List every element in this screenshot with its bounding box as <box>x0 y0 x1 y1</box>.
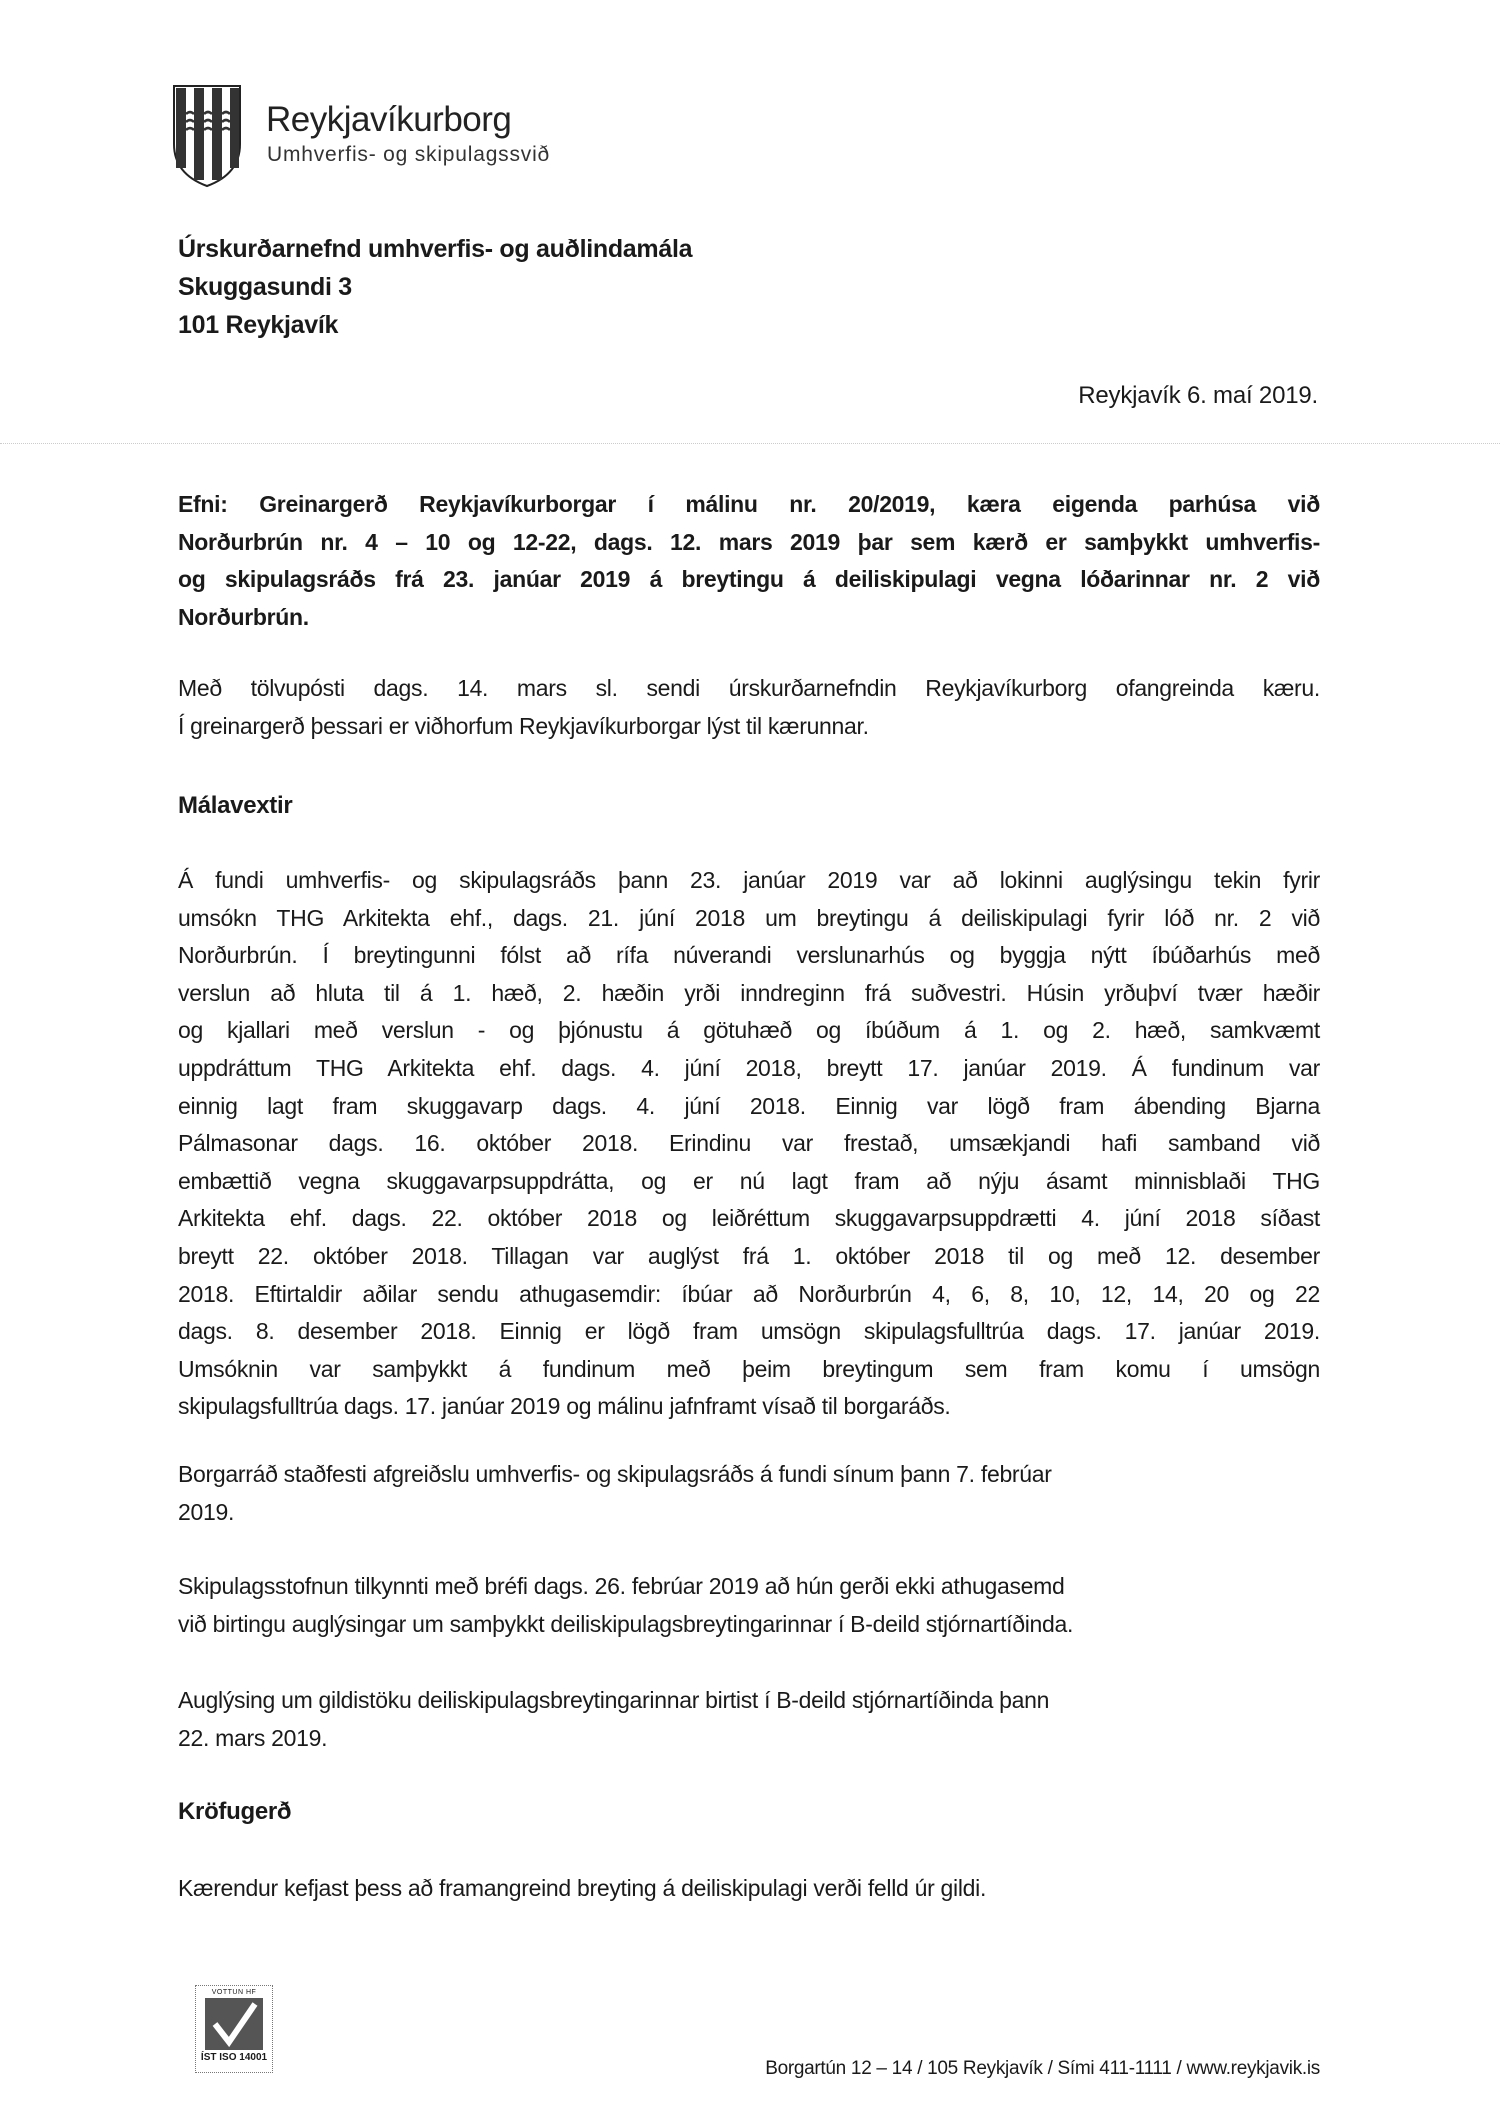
text-line: einnig lagt fram skuggavarp dags. 4. júní 2018. Einnig var lögð fram ábending Bjarna <box>178 1092 1320 1119</box>
text-line: við birtingu auglýsingar um samþykkt deiliskipulagsbreytingarinnar í B-deild stjórnartíðinda. <box>178 1610 1074 1637</box>
text-line: embættið vegna skuggavarpsuppdrátta, og er nú lagt fram að nýju ásamt minnisblaði THG <box>178 1167 1320 1194</box>
footer-contact: Borgartún 12 – 14 / 105 Reykjavík / Sími 411-1111 / www.reykjavik.is <box>765 2058 1320 2079</box>
malavextir-paragraph-2 <box>178 1456 1320 1531</box>
malavextir-paragraph-1 <box>178 862 1320 1426</box>
text-line: Umsóknin var samþykkt á fundinum með þeim breytingum sem fram komu í umsögn <box>178 1355 1320 1382</box>
text-line: breytt 22. október 2018. Tillagan var auglýst frá 1. október 2018 til og með 12. desember <box>178 1242 1320 1269</box>
subject-line: Norðurbrún. <box>178 603 309 630</box>
text-line: Kærendur kefjast þess að framangreind breyting á deiliskipulagi verði felld úr gildi. <box>178 1875 987 1901</box>
subject-block <box>178 486 1320 636</box>
malavextir-paragraph-4 <box>178 1682 1320 1757</box>
text-line: Skipulagsstofnun tilkynnti með bréfi dags. 26. febrúar 2019 að hún gerði ekki athugasemd <box>178 1573 1065 1599</box>
certification-top-text: VOTTUN HF <box>211 1989 257 1996</box>
text-line: og kjallari með verslun - og þjónustu á götuhæð og íbúðum á 1. og 2. hæð, samkvæmt <box>178 1017 1320 1044</box>
malavextir-paragraph-3 <box>178 1568 1320 1643</box>
letter-date: Reykjavík 6. maí 2019. <box>1078 382 1318 409</box>
text-line: Pálmasonar dags. 16. október 2018. Erindinu var frestað, umsækjandi hafi samband við <box>178 1130 1320 1157</box>
subject-line: Efni: Greinargerð Reykjavíkurborgar í málinu nr. 20/2019, kæra eigenda parhúsa við <box>178 491 1320 517</box>
text-line: skipulagsfulltrúa dags. 17. janúar 2019 og málinu jafnframt vísað til borgaráðs. <box>178 1393 951 1420</box>
department-name: Umhverfis- og skipulagssvið <box>267 143 551 166</box>
text-line: Auglýsing um gildistöku deiliskipulagsbreytingarinnar birtist í B-deild stjórnartíðinda þann <box>178 1687 1050 1713</box>
text-line: umsókn THG Arkitekta ehf., dags. 21. júní 2018 um breytingu á deiliskipulagi fyrir lóð nr. 2 við <box>178 904 1320 931</box>
text-line: Borgarráð staðfesti afgreiðslu umhverfis- og skipulagsráðs á fundi sínum þann 7. febrúar <box>178 1461 1052 1487</box>
subject-line: Norðurbrún nr. 4 – 10 og 12-22, dags. 12. mars 2019 þar sem kærð er samþykkt umhverfis- <box>178 528 1320 555</box>
iso-certification-logo <box>195 1985 273 2073</box>
text-line: verslun að hluta til á 1. hæð, 2. hæðin yrði inndreginn frá suðvestri. Húsin yrðuþví tvær hæðir <box>178 979 1320 1006</box>
section-heading-malavextir: Málavextir <box>178 792 293 819</box>
reykjavik-coat-of-arms-logo <box>172 84 242 188</box>
text-line: 22. mars 2019. <box>178 1724 328 1751</box>
recipient-city: 101 Reykjavík <box>178 311 339 339</box>
text-line: Á fundi umhverfis- og skipulagsráðs þann 23. janúar 2019 var að lokinni auglýsingu tekin fyrir <box>178 867 1320 893</box>
text-line: Í greinargerð þessari er viðhorfum Reykjavíkurborgar lýst til kærunnar. <box>178 712 869 739</box>
text-line: Norðurbrún. Í breytingunni fólst að rífa núverandi verslunarhús og byggja nýtt íbúðarhús með <box>178 942 1320 969</box>
recipient-address <box>178 230 692 344</box>
text-line: 2019. <box>178 1498 235 1525</box>
text-line: Arkitekta ehf. dags. 22. október 2018 og leiðréttum skuggavarpsuppdrætti 4. júní 2018 síðast <box>178 1205 1320 1232</box>
checkmark-icon <box>205 1998 263 2050</box>
recipient-name: Úrskurðarnefnd umhverfis- og auðlindamála <box>178 235 693 263</box>
certification-bottom-text: ÍST ISO 14001 <box>200 2052 268 2063</box>
text-line: 2018. Eftirtaldir aðilar sendu athugasemdir: íbúar að Norðurbrún 4, 6, 8, 10, 12, 14, 20 og 22 <box>178 1280 1320 1307</box>
scan-divider <box>0 443 1500 444</box>
text-line: Með tölvupósti dags. 14. mars sl. sendi úrskurðarnefndin Reykjavíkurborg ofangreinda kæru. <box>178 675 1320 701</box>
section-heading-krofugerd: Kröfugerð <box>178 1798 292 1825</box>
krofugerd-paragraph <box>178 1870 1320 1908</box>
subject-line: og skipulagsráðs frá 23. janúar 2019 á breytingu á deiliskipulagi vegna lóðarinnar nr. 2 við <box>178 566 1320 593</box>
organization-name: Reykjavíkurborg <box>266 100 512 139</box>
intro-paragraph <box>178 670 1320 745</box>
text-line: dags. 8. desember 2018. Einnig er lögð fram umsögn skipulagsfulltrúa dags. 17. janúar 2019. <box>178 1318 1320 1345</box>
recipient-street: Skuggasundi 3 <box>178 273 352 301</box>
text-line: uppdráttum THG Arkitekta ehf. dags. 4. júní 2018, breytt 17. janúar 2019. Á fundinum var <box>178 1054 1320 1081</box>
